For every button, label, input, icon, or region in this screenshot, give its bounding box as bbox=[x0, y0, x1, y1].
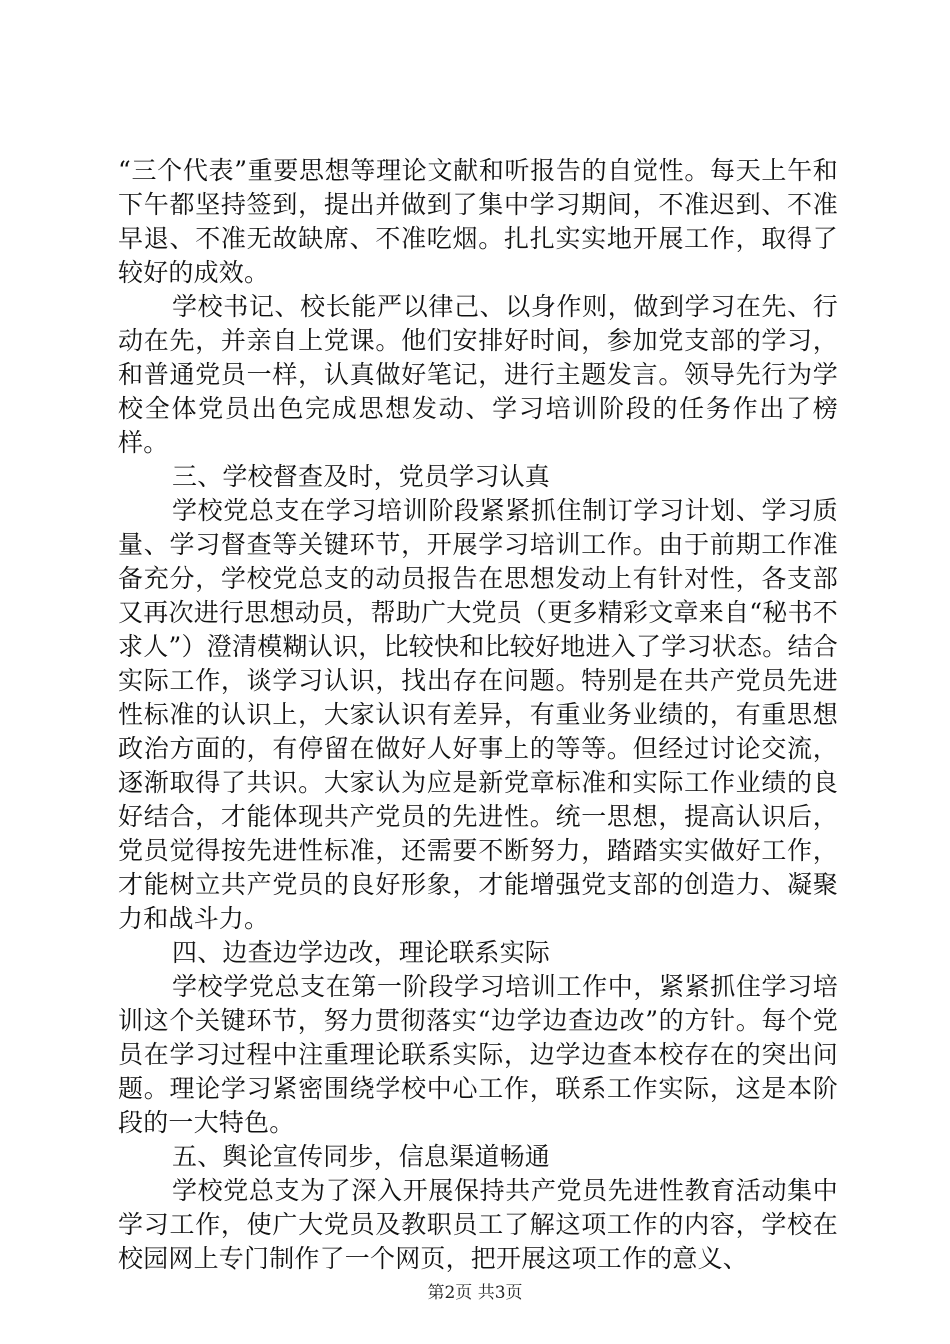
paragraph-supervision: 学校党总支在学习培训阶段紧紧抓住制订学习计划、学习质量、学习督查等关键环节，开展学习培训工作。由于前期工作准备充分，学校党总支的动员报告在思想发动上有针对性，各支部又再次进行思想动员，帮助广大党员（更多精彩文章来自“秘书不求人”）澄清模糊认识，比较快和比较好地进入了学习状态。结合实际工作，谈学习认识，找出存在问题。特别是在共产党员先进性标准的认识上，大家认识有差异，有重业务业绩的，有重思想政治方面的，有停留在做好人好事上的等等。但经过讨论交流，逐渐取得了共识。大家认为应是新党章标准和实际工作业绩的良好结合，才能体现共产党员的先进性。统一思想，提高认识后，党员觉得按先进性标准，还需要不断努力，踏踏实实做好工作，才能树立共产党员的良好形象，才能增强党支部的创造力、凝聚力和战斗力。 bbox=[118, 496, 838, 933]
paragraph-leadership: 学校书记、校长能严以律己、以身作则，做到学习在先、行动在先，并亲自上党课。他们安排好时间，参加党支部的学习，和普通党员一样，认真做好笔记，进行主题发言。领导先行为学校全体党员出色完成思想发动、学习培训阶段的任务作出了榜样。 bbox=[118, 292, 838, 457]
section-heading-3: 三、学校督查及时，党员学习认真 bbox=[172, 462, 551, 491]
paragraph-theory-practice: 学校学党总支在第一阶段学习培训工作中，紧紧抓住学习培训这个关键环节，努力贯彻落实“边学边查边改”的方针。每个党员在学习过程中注重理论联系实际，边学边查本校存在的突出问题。理论学习紧密围绕学校中心工作，联系工作实际，这是本阶段的一大特色。 bbox=[118, 972, 838, 1137]
page-number-footer: 第2页 共3页 bbox=[427, 1283, 523, 1303]
paragraph-continuation: “三个代表”重要思想等理论文献和听报告的自觉性。每天上午和下午都坚持签到，提出并做到了集中学习期间，不准迟到、不准早退、不准无故缺席、不准吃烟。扎扎实实地开展工作，取得了较好的成效。 bbox=[118, 156, 838, 287]
section-heading-5: 五、舆论宣传同步，信息渠道畅通 bbox=[172, 1142, 551, 1171]
paragraph-publicity: 学校党总支为了深入开展保持共产党员先进性教育活动集中学习工作，使广大党员及教职员工了解这项工作的内容，学校在校园网上专门制作了一个网页，把开展这项工作的意义、 bbox=[118, 1176, 838, 1273]
document-body bbox=[118, 154, 838, 1276]
section-heading-4: 四、边查边学边改，理论联系实际 bbox=[172, 938, 551, 967]
